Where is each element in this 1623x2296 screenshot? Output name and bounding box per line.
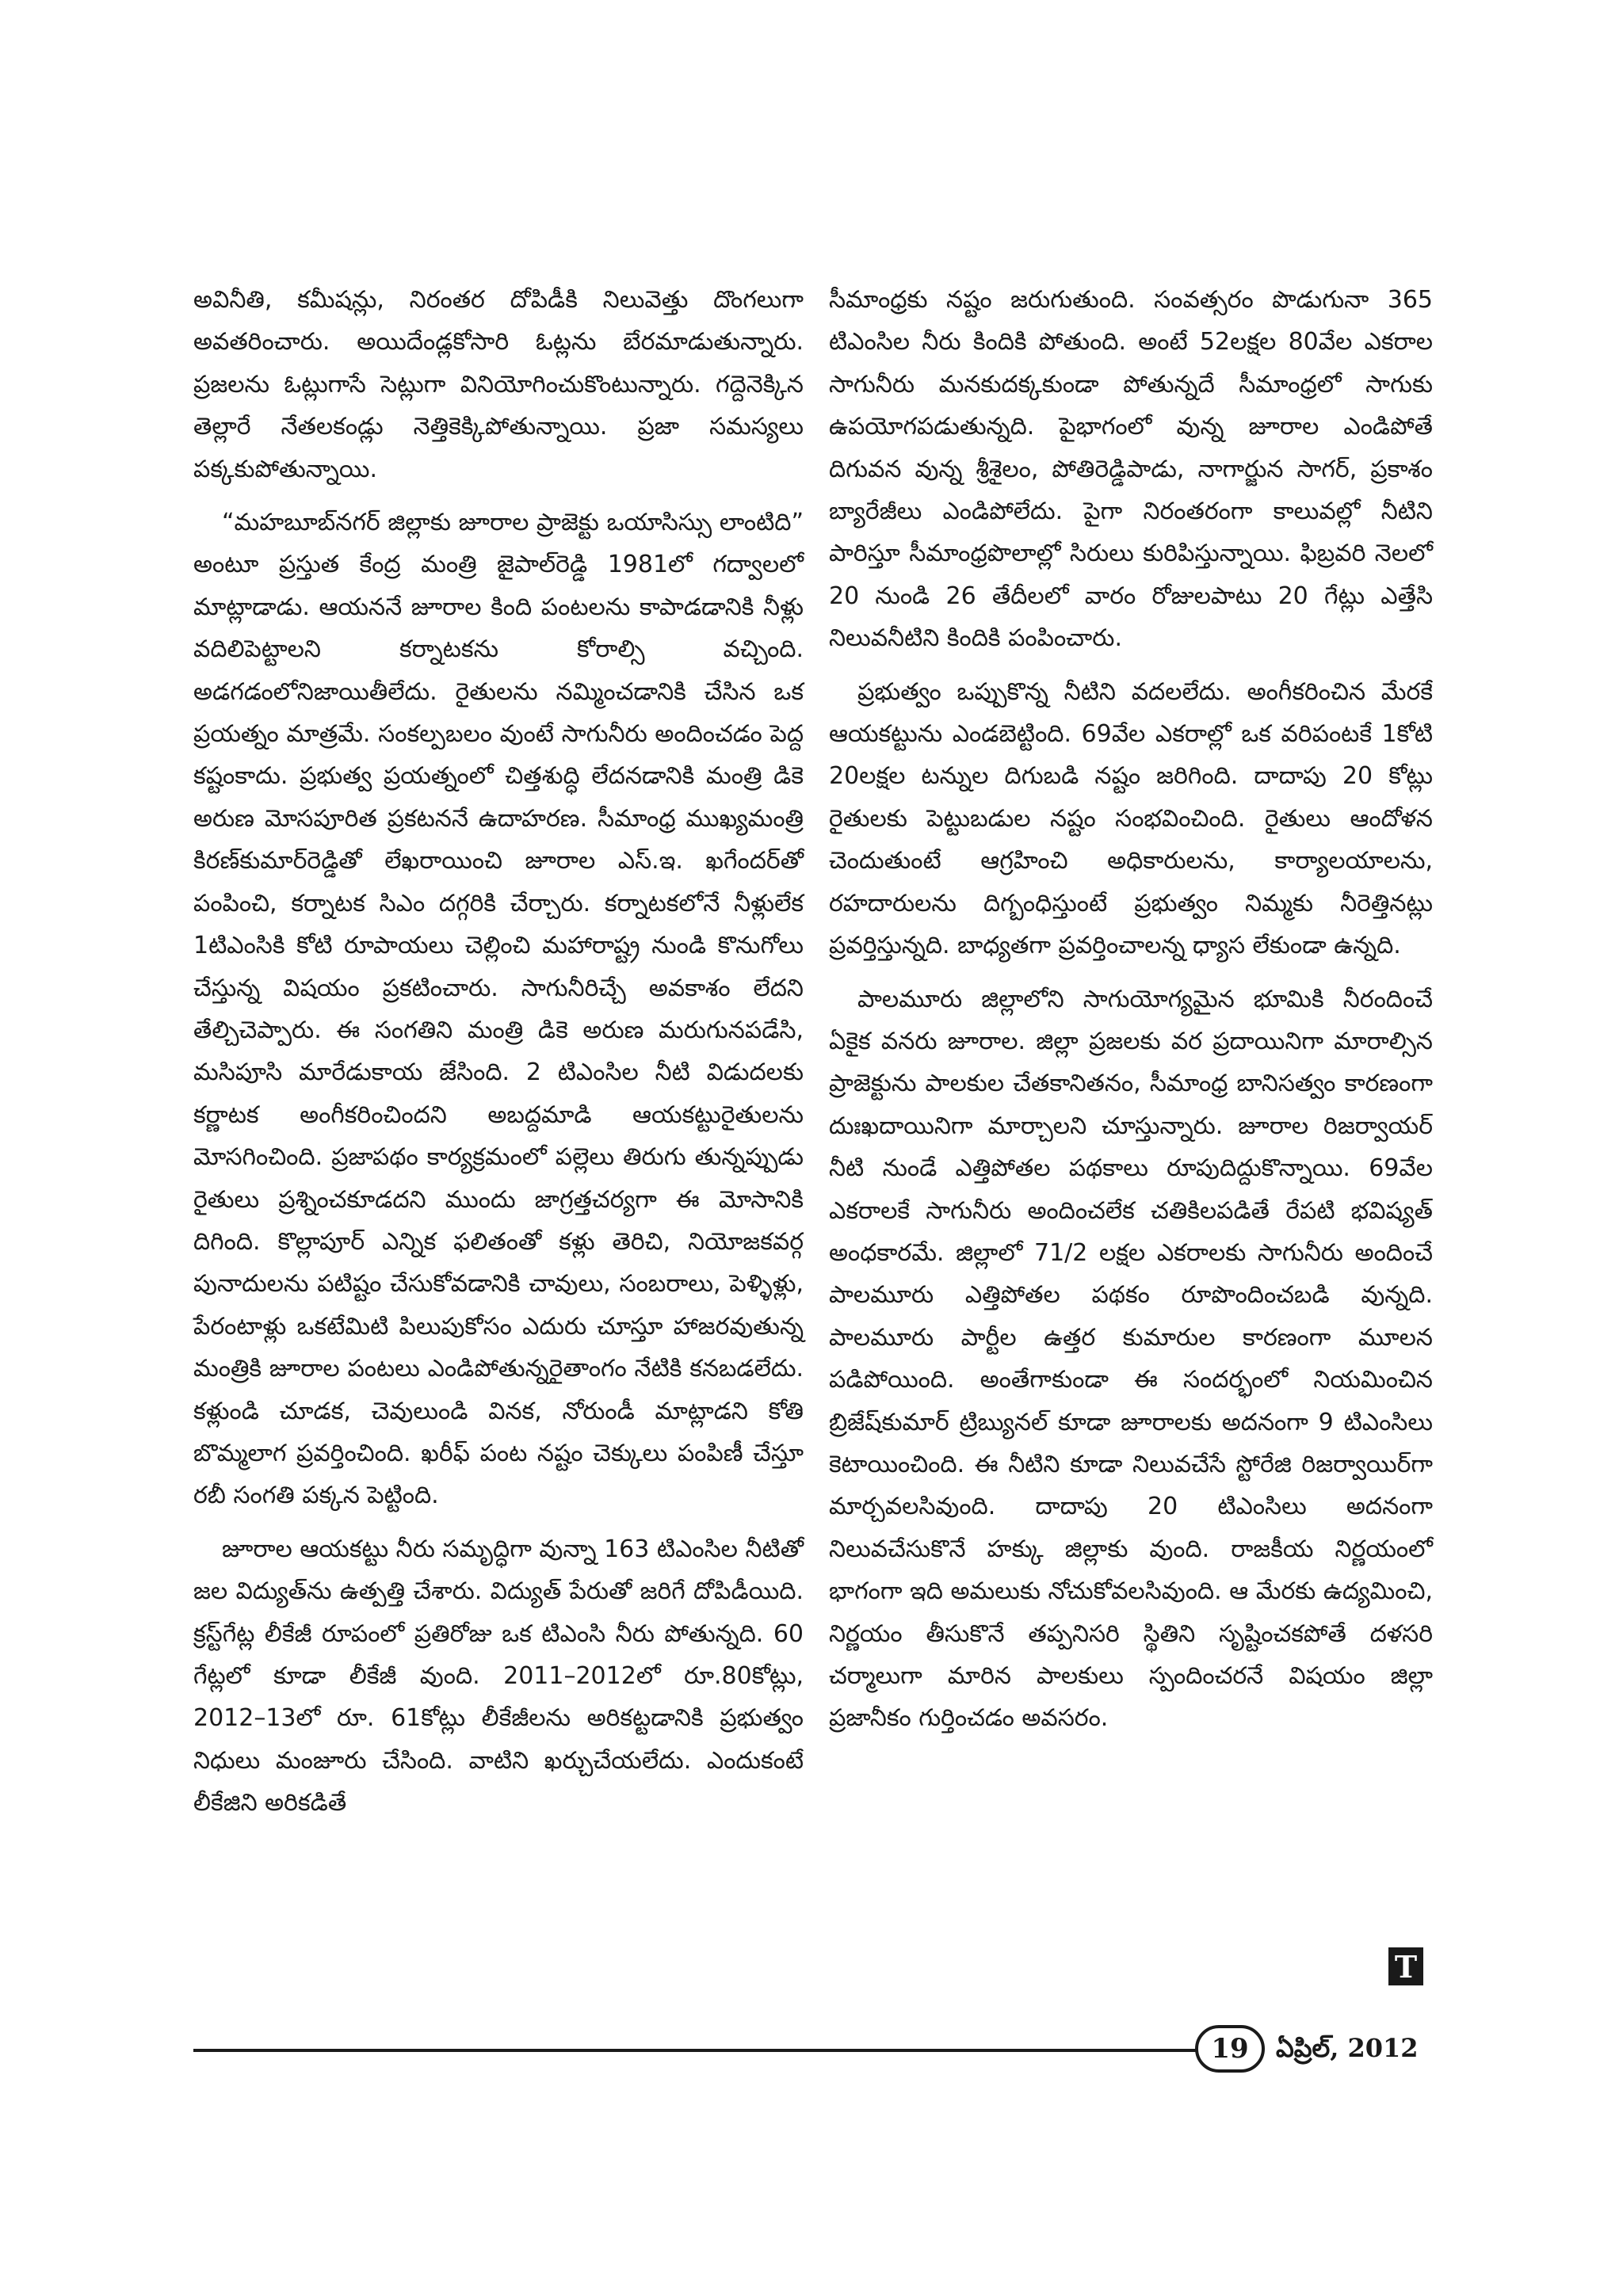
article-paragraph: సీమాంధ్రకు నష్టం జరుగుతుంది. సంవత్సరం పొడుగునా 365 టిఎంసిల నీరు కిందికి పోతుంది. అంటే 52లక్షల 80వేల ఎకరాల సాగునీరు మనకుదక్కకుండా పోతున్నదే సీమాంధ్రలో సాగుకు ఉపయోగపడుతున్నది. పైభాగంలో వున్న జూరాల ఎండిపోతే దిగువన వున్న శ్రీశైలం, పోతిరెడ్డిపాడు, నాగార్జున సాగర్, ప్రకాశం బ్యారేజీలు ఎండిపోలేదు. పైగా నిరంతరంగా కాలువల్లో నీటిని పారిస్తూ సీమాంధ్రపొలాల్లో సిరులు కురిపిస్తున్నాయి. ఫిబ్రవరి నెలలో 20 నుండి 26 తేదీలలో వారం రోజులపాటు 20 గేట్లు ఎత్తేసి నిలువనీటిని కిందికి పంపించారు.: [829, 286, 1433, 653]
page-number: 19: [1195, 2025, 1265, 2073]
issue-date: ఏప్రిల్, 2012: [1276, 2033, 1419, 2063]
article-paragraph: జూరాల ఆయకట్టు నీరు సమృద్ధిగా వున్నా 163 టిఎంసిల నీటితో జల విద్యుత్‌ను ఉత్పత్తి చేశారు. విద్యుత్ పేరుతో జరిగే దోపిడీయిది. క్రస్ట్‌గేట్ల లీకేజీ రూపంలో ప్రతిరోజు ఒక టిఎంసి నీరు పోతున్నది. 60 గేట్లలో కూడా లీకేజీ వుంది. 2011–2012లో రూ.80కోట్లు, 2012–13లో రూ. 61కోట్లు లీకేజీలను అరికట్టడానికి ప్రభుత్వం నిధులు మంజూరు చేసింది. వాటిని ఖర్చుచేయలేదు. ఎందుకంటే లీకేజిని అరికడితే: [193, 1535, 804, 1817]
article-paragraph: అవినీతి, కమీషన్లు, నిరంతర దోపిడీకి నిలువెత్తు దొంగలుగా అవతరించారు. అయిదేండ్లకోసారి ఓట్లను బేరమాడుతున్నారు. ప్రజలను ఓట్లుగాసే సెట్లుగా వినియోగించుకొంటున్నారు. గద్దెనెక్కిన తెల్లారే నేతలకండ్లు నెత్తికెక్కిపోతున్నాయి. ప్రజా సమస్యలు పక్కకుపోతున్నాయి.: [193, 286, 804, 483]
article-left-column: [193, 279, 804, 1836]
article-end-mark: T: [1388, 1947, 1423, 1985]
article-right-column: [829, 279, 1433, 1751]
footer-rule: [193, 2049, 1195, 2052]
article-paragraph: పాలమూరు జిల్లాలోని సాగుయోగ్యమైన భూమికి నీరందించే ఏకైక వనరు జూరాల. జిల్లా ప్రజలకు వర ప్రదాయినిగా మారాల్సిన ప్రాజెక్టును పాలకుల చేతకానితనం, సీమాంధ్ర బానిసత్వం కారణంగా దుఃఖదాయినిగా మార్చాలని చూస్తున్నారు. జూరాల రిజర్వాయర్ నీటి నుండే ఎత్తిపోతల పథకాలు రూపుదిద్దుకొన్నాయి. 69వేల ఎకరాలకే సాగునీరు అందించలేక చతికిలపడితే రేపటి భవిష్యత్ అంధకారమే. జిల్లాలో 71/2 లక్షల ఎకరాలకు సాగునీరు అందించే పాలమూరు ఎత్తిపోతల పథకం రూపొందించబడి వున్నది. పాలమూరు పార్టీల ఉత్తర కుమారుల కారణంగా మూలన పడిపోయింది. అంతేగాకుండా ఈ సందర్భంలో నియమించిన బ్రిజేష్‌కుమార్ ట్రిబ్యునల్ కూడా జూరాలకు అదనంగా 9 టిఎంసిలు కెటాయించింది. ఈ నీటిని కూడా నిలువచేసే స్టోరేజి రిజర్వాయిర్‌గా మార్చవలసివుంది. దాదాపు 20 టిఎంసిలు అదనంగా నిలువచేసుకొనే హక్కు జిల్లాకు వుంది. రాజకీయ నిర్ణయంలో భాగంగా ఇది అమలుకు నోచుకోవలసివుంది. ఆ మేరకు ఉద్యమించి, నిర్ణయం తీసుకొనే తప్పనిసరి స్థితిని సృష్టించకపోతే దళసరి చర్మాలుగా మారిన పాలకులు స్పందించరనే విషయం జిల్లా ప్రజానీకం గుర్తించడం అవసరం.: [829, 985, 1433, 1733]
article-paragraph: ప్రభుత్వం ఒప్పుకొన్న నీటిని వదలలేదు. అంగీకరించిన మేరకే ఆయకట్టును ఎండబెట్టింది. 69వేల ఎకరాల్లో ఒక వరిపంటకే 1కోటి 20లక్షల టన్నుల దిగుబడి నష్టం జరిగింది. దాదాపు 20 కోట్లు రైతులకు పెట్టుబడుల నష్టం సంభవించింది. రైతులు ఆందోళన చెందుతుంటే ఆగ్రహించి అధికారులను, కార్యాలయాలను, రహదారులను దిగ్బంధిస్తుంటే ప్రభుత్వం నిమ్మకు నీరెత్తినట్లు ప్రవర్తిస్తున్నది. బాధ్యతగా ప్రవర్తించాలన్న ధ్యాస లేకుండా ఉన్నది.: [829, 677, 1433, 960]
article-paragraph: “మహబూబ్‌నగర్ జిల్లాకు జూరాల ప్రాజెక్టు ఒయాసిస్సు లాంటిది” అంటూ ప్రస్తుత కేంద్ర మంత్రి జైపాల్‌రెడ్డి 1981లో గద్వాలలో మాట్లాడాడు. ఆయననే జూరాల కింది పంటలను కాపాడడానికి నీళ్లు వదిలిపెట్టాలని కర్నాటకను కోరాల్సి వచ్చింది. అడగడంలోనిజాయితీలేదు. రైతులను నమ్మించడానికి చేసిన ఒక ప్రయత్నం మాత్రమే. సంకల్పబలం వుంటే సాగునీరు అందించడం పెద్ద కష్టంకాదు. ప్రభుత్వ ప్రయత్నంలో చిత్తశుద్ధి లేదనడానికి మంత్రి డికె అరుణ మోసపూరిత ప్రకటననే ఉదాహరణ. సీమాంధ్ర ముఖ్యమంత్రి కిరణ్‌కుమార్‌రెడ్డితో లేఖరాయించి జూరాల ఎస్.ఇ. ఖగేందర్‌తో పంపించి, కర్నాటక సిఎం దగ్గరికి చేర్చారు. కర్నాటకలోనే నీళ్లులేక 1టిఎంసికి కోటి రూపాయలు చెల్లించి మహారాష్ట్ర నుండి కొనుగోలు చేస్తున్న విషయం ప్రకటించారు. సాగునీరిచ్చే అవకాశం లేదని తేల్చిచెప్పారు. ఈ సంగతిని మంత్రి డికె అరుణ మరుగునపడేసి, మసిపూసి మారేడుకాయ జేసింది. 2 టిఎంసిల నీటి విడుదలకు కర్ణాటక అంగీకరించిందని అబద్దమాడి ఆయకట్టురైతులను మోసగించింది. ప్రజాపథం కార్యక్రమంలో పల్లెలు తిరుగు తున్నప్పుడు రైతులు ప్రశ్నించకూడదని ముందు జాగ్రత్తచర్యగా ఈ మోసానికి దిగింది. కొల్లాపూర్ ఎన్నిక ఫలితంతో కళ్లు తెరిచి, నియోజకవర్గ పునాదులను పటిష్టం చేసుకోవడానికి చావులు, సంబరాలు, పెళ్ళిళ్లు, పేరంటాళ్లు ఒకటేమిటి పిలుపుకోసం ఎదురు చూస్తూ హాజరవుతున్న మంత్రికి జూరాల పంటలు ఎండిపోతున్నరైతాంగం నేటికి కనబడలేదు. కళ్లుండి చూడక, చెవులుండి వినక, నోరుండీ మాట్లాడని కోతి బొమ్మలాగ ప్రవర్తించింది. ఖరీఫ్ పంట నష్టం చెక్కులు పంపిణీ చేస్తూ రబీ సంగతి పక్కన పెట్టింది.: [193, 509, 804, 1510]
